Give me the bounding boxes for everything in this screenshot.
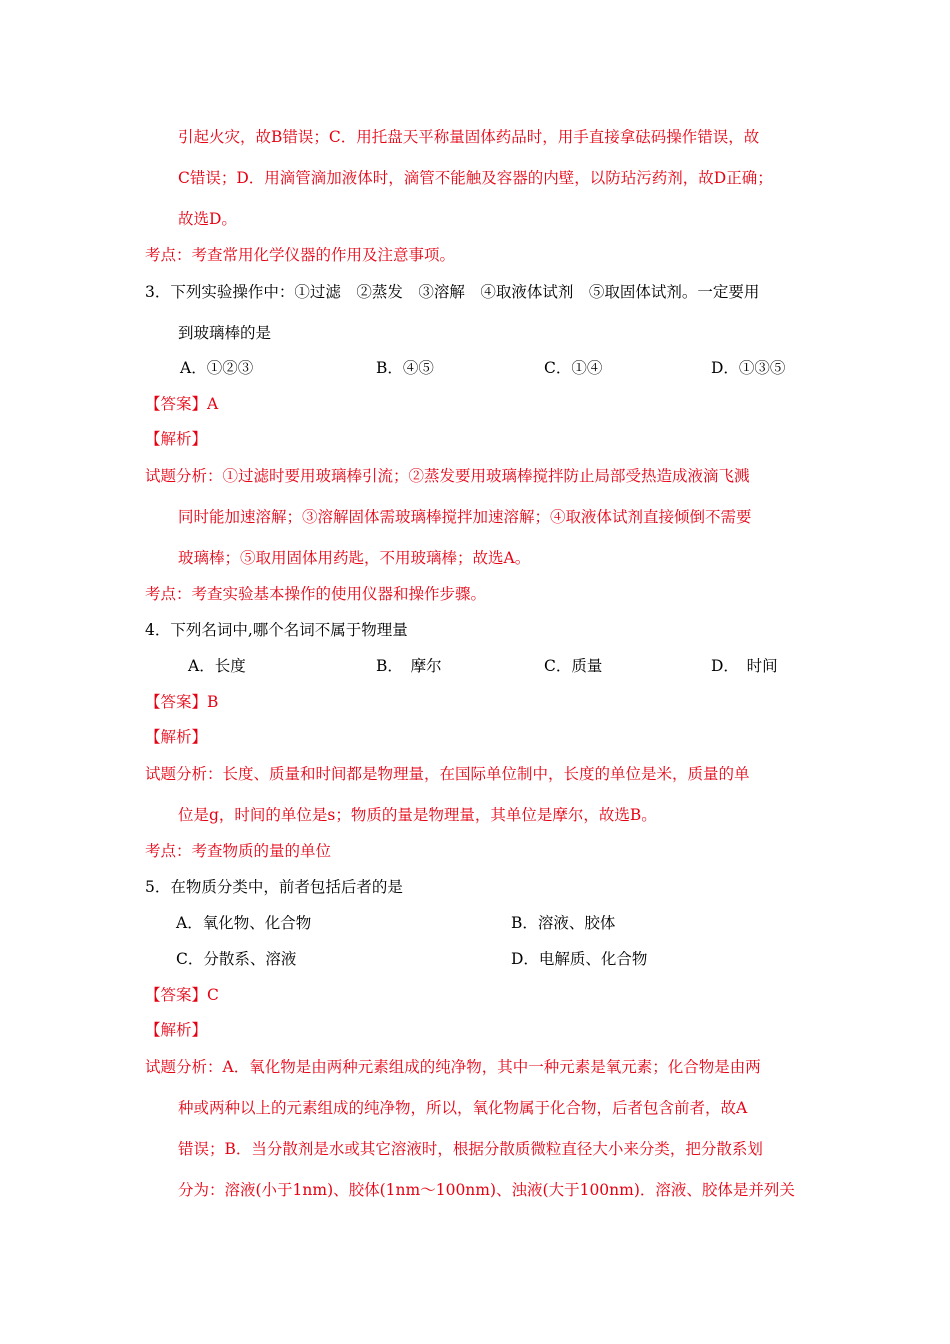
q5-option-c: C．分散系、溶液 — [176, 950, 297, 968]
q2-analysis-line-1: 引起火灾，故B错误；C．用托盘天平称量固体药品时，用手直接拿砝码操作错误，故 — [178, 128, 760, 146]
q4-analysis-line-2: 位是g，时间的单位是s；物质的量是物理量，其单位是摩尔，故选B。 — [178, 806, 657, 824]
q4-kaodian: 考点：考查物质的量的单位 — [145, 842, 332, 860]
q3-option-b: B．④⑤ — [376, 359, 434, 377]
q2-analysis-line-3: 故选D。 — [178, 210, 237, 228]
q4-analysis-line-1: 试题分析：长度、质量和时间都是物理量，在国际单位制中，长度的单位是米，质量的单 — [145, 765, 750, 783]
q3-option-d: D．①③⑤ — [711, 359, 786, 377]
q3-kaodian: 考点：考查实验基本操作的使用仪器和操作步骤。 — [145, 585, 487, 603]
q5-analysis-label: 【解析】 — [145, 1021, 208, 1039]
q5-stem-line-1: 5．在物质分类中，前者包括后者的是 — [145, 878, 403, 896]
q3-analysis-line-1: 试题分析：①过滤时要用玻璃棒引流；②蒸发要用玻璃棒搅拌防止局部受热造成液滴飞溅 — [145, 467, 750, 485]
q4-option-a: A．长度 — [188, 657, 246, 675]
q5-analysis-line-2: 种或两种以上的元素组成的纯净物，所以，氧化物属于化合物，后者包含前者，故A — [178, 1099, 748, 1117]
q2-kaodian: 考点：考查常用化学仪器的作用及注意事项。 — [145, 246, 456, 264]
q3-option-c: C．①④ — [544, 359, 603, 377]
q5-analysis-line-4: 分为：溶液(小于1nm)、胶体(1nm～100nm)、浊液(大于100nm)．溶液、胶体是并列关 — [178, 1181, 795, 1199]
q5-answer: 【答案】C — [145, 986, 219, 1004]
q5-option-d: D．电解质、化合物 — [511, 950, 648, 968]
q3-stem-line-2: 到玻璃棒的是 — [178, 324, 272, 342]
q5-option-a: A．氧化物、化合物 — [176, 914, 312, 932]
q5-analysis-line-3: 错误；B．当分散剂是水或其它溶液时，根据分散质微粒直径大小来分类，把分散系划 — [178, 1140, 763, 1158]
q4-option-c: C．质量 — [544, 657, 603, 675]
q4-option-d: D． 时间 — [711, 657, 778, 675]
q4-answer: 【答案】B — [145, 693, 219, 711]
q3-stem-line-1: 3．下列实验操作中：①过滤 ②蒸发 ③溶解 ④取液体试剂 ⑤取固体试剂。一定要用 — [145, 283, 760, 301]
q2-analysis-line-2: C错误；D．用滴管滴加液体时，滴管不能触及容器的内壁，以防玷污药剂，故D正确； — [178, 169, 773, 187]
q3-answer: 【答案】A — [145, 395, 219, 413]
q4-option-b: B． 摩尔 — [376, 657, 442, 675]
q5-analysis-line-1: 试题分析：A．氧化物是由两种元素组成的纯净物，其中一种元素是氧元素；化合物是由两 — [145, 1058, 761, 1076]
q4-stem-line-1: 4．下列名词中,哪个名词不属于物理量 — [145, 621, 408, 639]
q4-analysis-label: 【解析】 — [145, 728, 208, 746]
q3-analysis-line-3: 玻璃棒；⑤取用固体用药匙，不用玻璃棒；故选A。 — [178, 549, 531, 567]
q5-option-b: B．溶液、胶体 — [511, 914, 616, 932]
q3-option-a: A．①②③ — [180, 359, 254, 377]
q3-analysis-line-2: 同时能加速溶解；③溶解固体需玻璃棒搅拌加速溶解；④取液体试剂直接倾倒不需要 — [178, 508, 752, 526]
q3-analysis-label: 【解析】 — [145, 430, 208, 448]
